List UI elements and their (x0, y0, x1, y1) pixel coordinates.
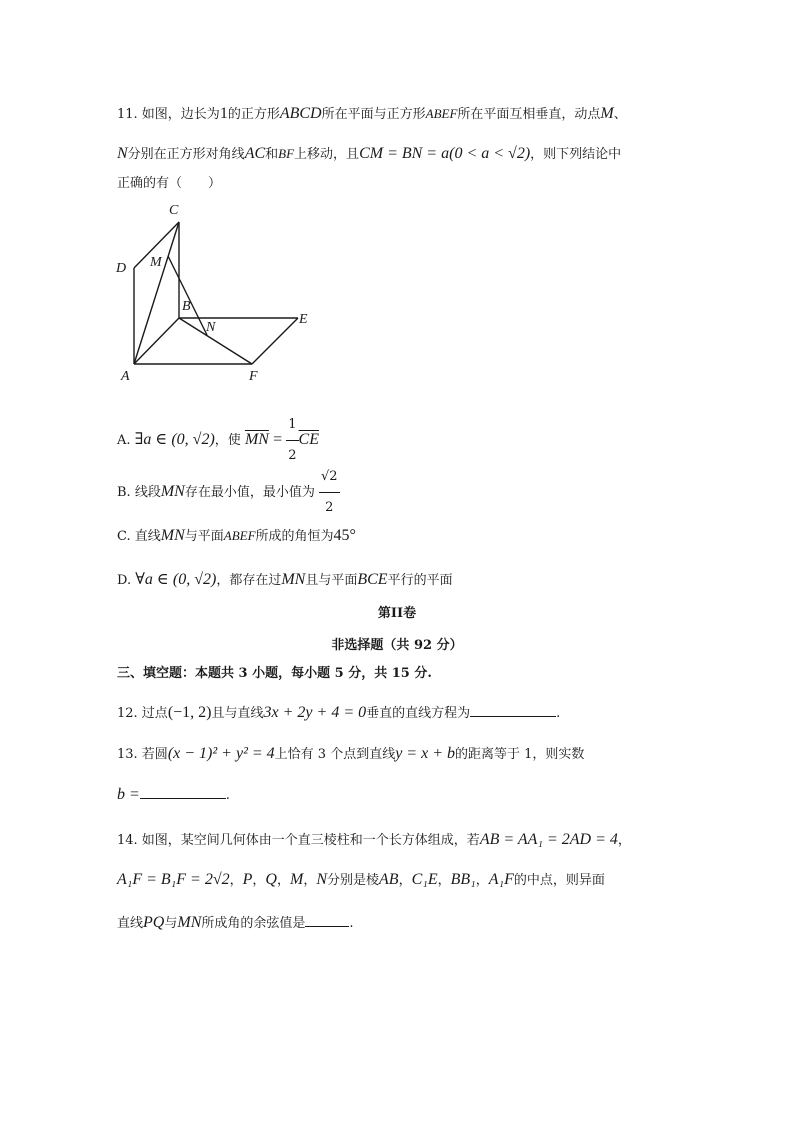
label-m: M (150, 255, 162, 270)
label-n: N (206, 320, 216, 335)
condition-range: (0 < a < √2) (449, 145, 531, 162)
side-length: 1 (219, 105, 228, 122)
point-m: M (600, 105, 614, 122)
q13-answer-blank[interactable] (140, 784, 226, 799)
q11-figure (110, 196, 330, 386)
label-c: C (169, 203, 179, 218)
label-f: F (249, 369, 258, 384)
fraction-sqrt2-over-2: $\frac{√2}{2}$ (319, 462, 340, 523)
edge-ac (134, 222, 179, 364)
q11-line-1: 11. 如图，边长为1的正方形ABCD所在平面与正方形ABEF所在平面互相垂直，动点M、 (117, 105, 627, 122)
volume-subtitle: 非选择题（共 92 分） (331, 638, 463, 653)
q11-line-2: N分别在正方形对角线AC和BF上移动，且CM = BN = a(0 < a < √2)，则下列结论中 (117, 145, 622, 162)
volume-title: 第II卷 (377, 606, 417, 621)
fraction-one-half: $\frac{1}{2}$ (286, 410, 298, 471)
q11-line-3: 正确的有（ ） (117, 176, 222, 191)
label-d: D (116, 261, 127, 276)
diagonal-bf: BF (278, 146, 295, 161)
q11-option-d: D. ∀a ∈ (0, √2)，都存在过MN且与平面BCE平行的平面 (117, 571, 453, 588)
q12-answer-blank[interactable] (470, 702, 556, 717)
q11-option-b: B. 线段MN存在最小值，最小值为 $\frac{√2}{2}$ (117, 462, 340, 523)
q13-line-1: 13. 若圆(x − 1)² + y² = 4上恰有 3 个点到直线y = x + b的距离等于 1，则实数 (117, 745, 585, 762)
edge-bf (179, 318, 252, 364)
q13-line-2: b = . (117, 786, 230, 803)
edge-fe (252, 318, 298, 364)
q14-answer-blank[interactable] (305, 912, 349, 927)
square-abef: ABEF (425, 106, 458, 121)
label-e: E (299, 312, 308, 327)
label-b: B (182, 299, 191, 314)
q11-option-c: C. 直线MN与平面ABEF所成的角恒为45° (117, 527, 356, 544)
diagonal-ac: AC (244, 145, 266, 162)
point-n: N (117, 145, 128, 162)
q14-line-2: A₁F = B₁F = 2√2，P，Q，M，N分别是棱AB，C₁E，BB₁，A₁F的中点，则异面 (117, 871, 605, 888)
q14-line-3: 直线PQ与MN所成角的余弦值是 . (117, 914, 354, 931)
square-abcd: ABCD (279, 105, 322, 122)
q12: 12. 过点(−1, 2)且与直线3x + 2y + 4 = 0垂直的直线方程为 . (117, 704, 561, 721)
q14-line-1: 14. 如图，某空间几何体由一个直三棱柱和一个长方体组成，若AB = AA₁ = 2AD = 4， (117, 831, 631, 848)
part3-heading: 三、填空题：本题共 3 小题，每小题 5 分，共 15 分. (117, 666, 432, 681)
q11-option-a: A. ∃a ∈ (0, √2)，使 $\overline{MN}$ = $\frac{1}{2}$ $\overline{CE}$ (117, 410, 319, 471)
condition-cm-bn: CM = BN = a (359, 145, 450, 162)
label-a: A (121, 369, 130, 384)
